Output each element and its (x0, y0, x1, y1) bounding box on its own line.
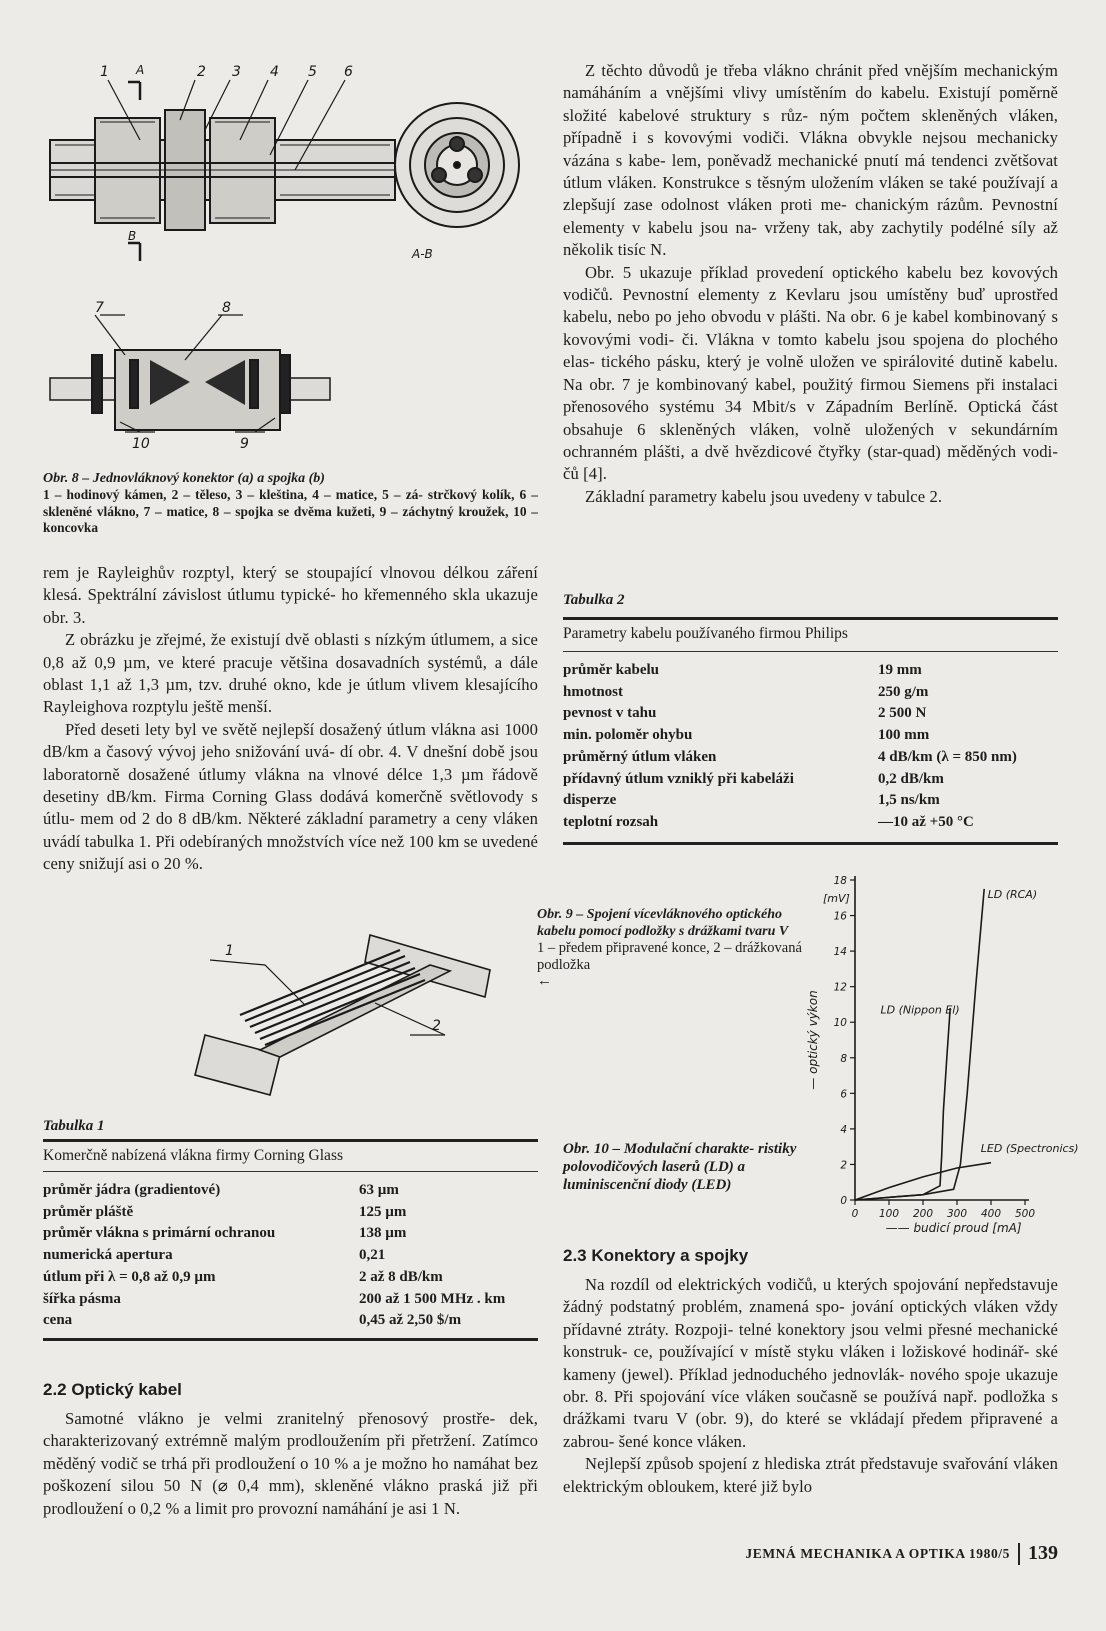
table-cell-value: 138 µm (359, 1225, 407, 1242)
table-cell-parameter: průměr kabelu (563, 662, 659, 678)
series-line (855, 1008, 950, 1200)
y-unit-label: [mV] (823, 892, 850, 905)
table-cell-value: 250 g/m (878, 683, 929, 700)
fig9-label: 1 (225, 943, 234, 959)
fig8-label: A-B (412, 247, 433, 261)
figure-9-drawing (200, 925, 500, 1115)
table-cell-parameter: průměr jádra (gradientové) (43, 1182, 221, 1198)
y-tick-label: 4 (840, 1123, 847, 1136)
table-cell-value: 0,21 (359, 1247, 386, 1264)
paragraph: Před deseti lety byl ve světě nejlepší dosažený útlum vlákna asi 1000 dB/km a časový vývoj jeho snižování uvá- dí obr. 4. V dnešní době jsou laboratorně dosažené útlumy vlákna na vlnové délce 1,3 µm řádově desetiny dB/km. Firma Corning Glass dodává komerčně světlovody s útlu- mem od 2 do 8 dB/km. Některé základní parametry a ceny vláken uvádí tabulka 1. Při odebíraných množstvích více než 100 km se uvedené ceny snižují asi o 20 %. (43, 719, 538, 874)
page-footer (700, 1542, 1058, 1565)
y-tick-label: 0 (840, 1195, 847, 1207)
left-arrow-icon: ← (537, 973, 552, 989)
y-tick-label: 8 (840, 1052, 847, 1065)
figure-8-caption-title: Obr. 8 – Jednovláknový konektor (a) a spojka (b) (43, 471, 325, 486)
fig8-label: 7 (95, 300, 104, 316)
table-row (43, 1180, 538, 1202)
table-cell-parameter: disperze (563, 792, 617, 809)
fig8-label: B (128, 229, 137, 243)
fig8-label: A (136, 63, 145, 77)
table-row (563, 747, 1058, 769)
y-tick-label: 18 (833, 875, 847, 887)
series-label: LD (RCA) (987, 887, 1038, 901)
y-tick-label: 10 (833, 1017, 847, 1030)
fig8-label: 4 (270, 64, 279, 80)
journal-name: JEMNÁ MECHANIKA A OPTIKA 1980/5 (745, 1545, 1010, 1561)
figure-9-caption (537, 906, 805, 990)
fig9-label: 2 (432, 1018, 441, 1034)
table-cell-value: 125 µm (359, 1203, 407, 1220)
figure-9-caption-body: 1 – předem připravené konce, 2 – drážkovaná podložka (537, 940, 802, 973)
table-row (43, 1223, 538, 1245)
x-tick-label: 400 (980, 1208, 1002, 1220)
table-cell-parameter: útlum při λ = 0,8 až 0,9 µm (43, 1268, 216, 1285)
fig8-label: 10 (132, 436, 150, 452)
table-2-title: Parametry kabelu používaného firmou Philips (563, 625, 848, 642)
figure-10-caption-text: Obr. 10 – Modulační charakte- ristiky polovodičových laserů (LD) a luminiscenční diody (LED) (563, 1141, 797, 1193)
y-axis-label: — optický výkon (806, 990, 820, 1090)
table-cell-parameter: teplotní rozsah (563, 813, 659, 830)
table-row (43, 1202, 538, 1224)
y-tick-label: 2 (840, 1159, 847, 1172)
fig8-label: 2 (197, 64, 206, 80)
fig8-label: 5 (308, 64, 317, 80)
section-heading: 2.3 Konektory a spojky (563, 1246, 749, 1265)
paragraph: Samotné vlákno je velmi zranitelný přenosový prostře- dek, charakterizovaný extrémně malým prodloužením při přetržení. Zatímco měděný vodič se trhá při prodloužení o 10 % a je možno ho namáhat bez poškození silou 50 N (⌀ 0,4 mm), skleněné vlákno praská již při prodloužení o 0,2 % a limit pro provozní namáhání je asi 1 N. (43, 1409, 538, 1518)
table-cell-value: 200 až 1 500 MHz . km (359, 1290, 506, 1307)
page-number: 139 (1028, 1542, 1058, 1564)
x-tick-label: 0 (851, 1208, 859, 1220)
table-2-body (563, 652, 1058, 842)
table-cell-parameter: šířka pásma (43, 1290, 121, 1307)
figure-8-caption-body: 1 – hodinový kámen, 2 – těleso, 3 – kleština, 4 – matice, 5 – zá- strčkový kolík, 6 – skleněné vlákno, 7 – matice, 8 – spojka se dvěma kužeti, 9 – záchytný kroužek, 10 – koncovka (43, 487, 538, 535)
left-column-text (43, 562, 538, 876)
fig8-label: 9 (240, 436, 249, 452)
table-cell-value: 100 mm (878, 727, 930, 744)
paragraph: Z obrázku je zřejmé, že existují dvě oblasti s nízkým útlumem, a sice 0,8 až 0,9 µm, ve které pracuje většina dosavadních systémů, a dále oblast 1,1 až 1,3 µm, tzv. druhé okno, kde je útlum vlivem klesajícího Rayleighova rozptylu ještě menší. (43, 630, 538, 717)
table-cell-parameter: numerická apertura (43, 1247, 173, 1264)
series-label: LED (Spectronics) (980, 1142, 1079, 1155)
table-cell-value: 63 µm (359, 1182, 399, 1198)
table-row (43, 1289, 538, 1311)
paragraph: rem je Rayleighův rozptyl, který se stoupající vlnovou délkou záření klesá. Spektrální závislost útlumu typické- ho křemenného skla ukazuje obr. 3. (43, 563, 538, 627)
table-cell-parameter: přídavný útlum vzniklý při kabeláži (563, 770, 794, 787)
figure-8-drawing (40, 60, 540, 465)
table-row (563, 725, 1058, 747)
fig8-label: 8 (222, 300, 231, 316)
table-cell-parameter: cena (43, 1312, 73, 1329)
section-2-3 (563, 1246, 1058, 1498)
table-row (563, 703, 1058, 725)
fig8-label: 1 (100, 64, 109, 80)
figure-10-caption (563, 1140, 808, 1194)
table-cell-value: 1,5 ns/km (878, 792, 940, 809)
section-2-2 (43, 1380, 538, 1520)
table-cell-value: 2 500 N (878, 705, 927, 722)
table-1-title: Komerčně nabízená vlákna firmy Corning Glass (43, 1147, 344, 1164)
paragraph: Základní parametry kabelu jsou uvedeny v tabulce 2. (585, 486, 943, 506)
table-2-label: Tabulka 2 (563, 592, 625, 608)
table-cell-parameter: průměr pláště (43, 1203, 134, 1220)
table-cell-value: 2 až 8 dB/km (359, 1268, 443, 1285)
y-tick-label: 6 (840, 1088, 847, 1101)
table-cell-value: 0,45 až 2,50 $/m (359, 1312, 462, 1329)
table-2 (563, 592, 1058, 845)
paragraph: Na rozdíl od elektrických vodičů, u kterých spojování nepředstavuje žádný podstatný problém, znamená spo- jování optických vláken vždy přídavné ztráty. Rozpoji- telné konektory jsou velmi přesné mechanické konstruk- ce, používající v místě styku vláken i ložiskové hodinář- ské kameny (jewel). Příklad jednoduchého jednovlák- nového spoje ukazuje obr. 8. Při spojování více vláken současně se používá např. podložka s drážkami tvaru V (obr. 9), do které se vkládají předem připravené a zabrou- šené konce vláken. (563, 1275, 1058, 1451)
series-line (855, 889, 984, 1200)
paragraph: Nejlepší způsob spojení z hlediska ztrát představuje svařování vláken elektrickým obloukem, které již bylo (563, 1454, 1058, 1496)
table-row (563, 769, 1058, 791)
fig8-label: 6 (344, 64, 353, 80)
paragraph: Z těchto důvodů je třeba vlákno chránit před vnějším mechanickým namáháním a vnějšími vlivy umístěním do kabelu. Existují poměrně složité kabelové struktury s růz- ným počtem skleněných vláken, případně i s kovovými vodiči. Vlákna obvykle nejsou mechanicky vázána s kabe- lem, poněvadž mechanické pnutí má tendenci zvětšovat útlum vláken. Konstrukce s těsným uložením vláken se také používají a zlepšují zase odolnost vláken proti me- chanickým rázům. Pevnostní elementy v kabelu jsou na- vrženy tak, aby zachytily podélné síly až několik tisíc N. (563, 61, 1058, 260)
table-row (563, 812, 1058, 834)
x-tick-label: 200 (912, 1208, 934, 1220)
table-cell-value: 19 mm (878, 662, 922, 678)
y-tick-label: 16 (833, 910, 847, 923)
series-label: LD (Nippon El) (880, 1003, 960, 1017)
table-cell-value: 0,2 dB/km (878, 770, 944, 787)
table-1 (43, 1118, 538, 1341)
figure-8-caption (43, 470, 538, 537)
x-tick-label: 300 (946, 1208, 968, 1220)
table-row (563, 790, 1058, 812)
figure-10-chart (795, 870, 1079, 1235)
section-heading: 2.2 Optický kabel (43, 1380, 182, 1399)
table-cell-parameter: min. poloměr ohybu (563, 727, 693, 744)
y-tick-label: 14 (833, 946, 847, 959)
y-tick-label: 12 (833, 981, 847, 994)
table-cell-value: —10 až +50 °C (878, 813, 974, 830)
table-cell-parameter: pevnost v tahu (563, 705, 657, 722)
x-axis-label: —— budicí proud [mA] (885, 1221, 1022, 1235)
table-1-label: Tabulka 1 (43, 1118, 105, 1134)
table-row (43, 1267, 538, 1289)
table-row (43, 1310, 538, 1332)
figure-9-caption-title: Obr. 9 – Spojení vícevláknového optického kabelu pomocí podložky s drážkami tvaru V (537, 907, 789, 939)
table-row (43, 1245, 538, 1267)
table-1-body (43, 1172, 538, 1338)
table-cell-parameter: průměr vlákna s primární ochranou (43, 1225, 276, 1242)
x-tick-label: 100 (878, 1208, 900, 1220)
paragraph: Obr. 5 ukazuje příklad provedení optického kabelu bez kovových vodičů. Pevnostní elementy z Kevlaru jsou umístěny buď uprostřed kabelu, nebo po jeho obvodu v plášti. Na obr. 6 je kabel kombinovaný s kovovými vodi- či. Vlákna v tomto kabelu jsou spojena do plochého elas- tického pásku, který je volně uložen ve spirálovité dutině kabelu. Na obr. 7 je kombinovaný kabel, použitý firmou Siemens při instalaci přenosového systému 34 Mbit/s v Západním Berlíně. Optická část obsahuje 6 skleněných vláken, volně uložených v sekundárním ochranném plášti, a dvě hvězdicové čtyřky (star-quad) měděných vodi- čů [4]. (563, 262, 1058, 484)
table-cell-parameter: průměrný útlum vláken (563, 748, 717, 765)
fig8-label: 3 (232, 64, 241, 80)
table-row (563, 682, 1058, 704)
right-column-text (563, 60, 1058, 508)
table-cell-parameter: hmotnost (563, 683, 624, 700)
table-cell-value: 4 dB/km (λ = 850 nm) (878, 748, 1017, 765)
table-row (563, 660, 1058, 682)
x-tick-label: 500 (1014, 1208, 1036, 1220)
